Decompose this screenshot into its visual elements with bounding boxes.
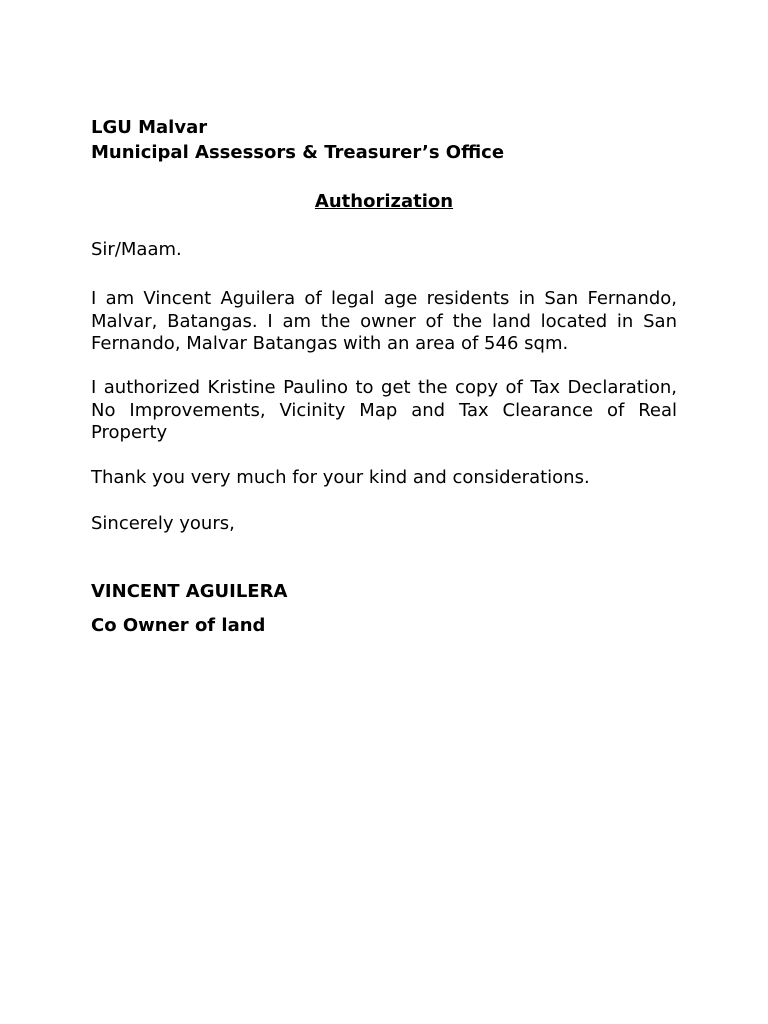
- body-paragraph-thanks: Thank you very much for your kind and considerations.: [91, 467, 590, 488]
- body-paragraph-ownership: I am Vincent Aguilera of legal age residents in San Fernando, Malvar, Batangas. I am the owner of the land located in San Fernando, Malvar Batangas with an area of 546 sqm.: [91, 288, 677, 354]
- document-title-text: Authorization: [314, 191, 454, 212]
- document-title: [91, 191, 677, 214]
- closing: Sincerely yours,: [91, 513, 235, 534]
- signatory-role: Co Owner of land: [91, 615, 266, 636]
- body-paragraph-authorization: I authorized Kristine Paulino to get the copy of Tax Declaration, No Improvements, Vicinity Map and Tax Clearance of Real Property: [91, 377, 677, 443]
- header-organization: LGU Malvar: [91, 117, 208, 138]
- salutation: Sir/Maam.: [91, 239, 182, 260]
- signatory-name: VINCENT AGUILERA: [91, 581, 288, 602]
- header-office: Municipal Assessors & Treasurer’s Office: [91, 142, 505, 163]
